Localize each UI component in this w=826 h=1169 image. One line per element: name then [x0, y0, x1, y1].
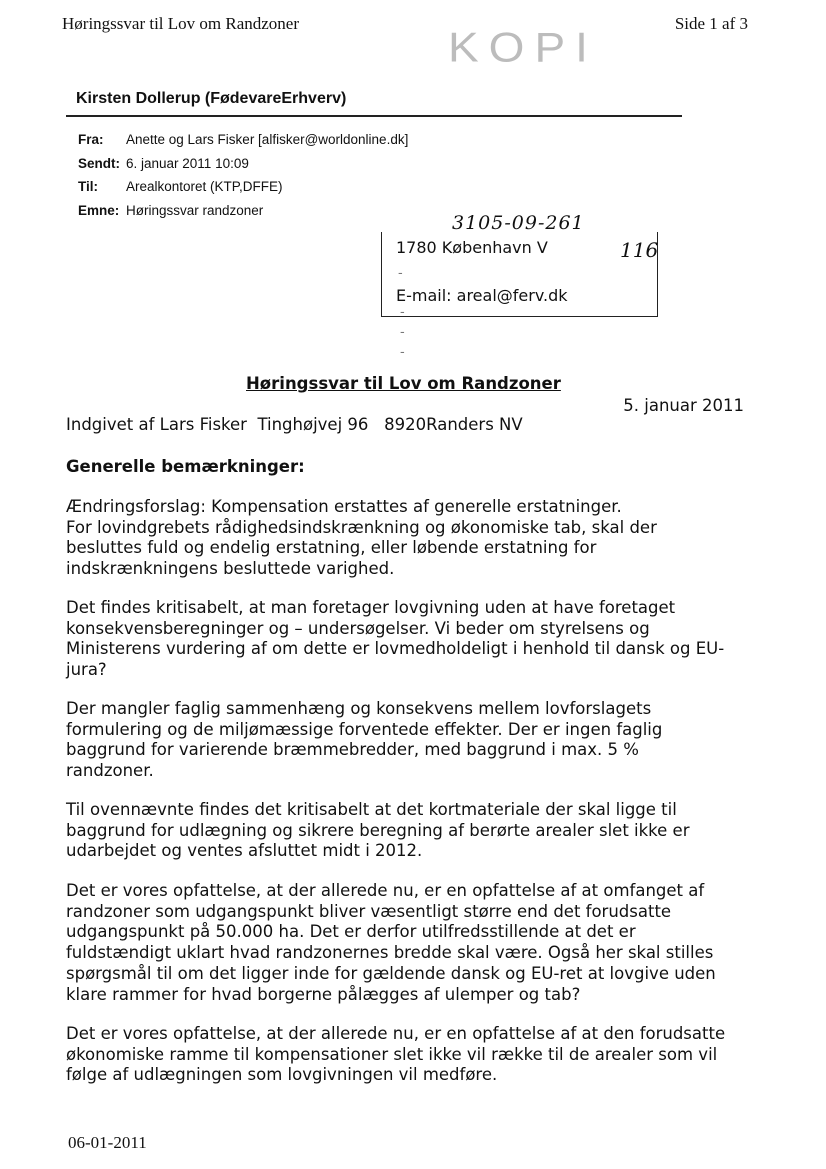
paragraph-line: udgangspunkt på 50.000 ha. Det er derfor utilfredsstillende at det er — [66, 922, 636, 942]
dash-mark: - — [400, 325, 405, 340]
handwritten-reference: 3105-09-261 — [452, 212, 585, 234]
paragraph-line: formulering og de miljømæssige forventede effekter. Der er ingen faglig — [66, 719, 663, 739]
paragraph-line: baggrund for varierende bræmmebredder, med baggrund i max. 5 % — [66, 740, 639, 760]
page-number: Side 1 af 3 — [674, 14, 748, 33]
paragraph-line: For lovindgrebets rådighedsindskrænkning og økonomiske tab, skal der — [66, 517, 657, 537]
kopi-stamp: KOPI — [448, 23, 598, 71]
field-value: Anette og Lars Fisker [alfisker@worldonline.dk] — [126, 132, 409, 147]
address-city: 1780 København V — [396, 238, 548, 257]
paragraph-line: spørgsmål til om det ligger inde for gældende dansk og EU-ret at lovgive uden — [66, 963, 716, 983]
section-heading: Generelle bemærkninger: — [66, 457, 305, 476]
dash-mark: - — [400, 345, 405, 360]
field-value: Arealkontoret (KTP,DFFE) — [126, 179, 283, 194]
paragraph-line: udarbejdet og ventes afsluttet midt i 2012. — [66, 841, 423, 861]
paragraph — [66, 699, 746, 782]
paragraph-line: fuldstændigt uklart hvad randzonernes bredde skal være. Også her skal stilles — [66, 943, 714, 963]
email-field-subject — [78, 199, 408, 223]
paragraph-line: Det findes kritisabelt, at man foretager lovgivning uden at have foretaget — [66, 598, 676, 617]
paragraph-line: økonomiske ramme til kompensationer slet ikke vil række til de arealer som vil — [66, 1044, 718, 1064]
paragraph-line: jura? — [66, 660, 107, 680]
page-header-title: Høringssvar til Lov om Randzoner — [62, 14, 300, 33]
dash-mark: - — [398, 266, 403, 281]
paragraph-line: besluttes fuld og endelig erstatning, eller løbende erstatning for — [66, 538, 597, 558]
email-meta — [78, 128, 408, 222]
paragraph-line: randzoner. — [66, 761, 154, 781]
paragraph-line: indskrænkningens besluttede varighed. — [66, 559, 395, 579]
paragraph-line: konsekvensberegninger og – undersøgelser. Vi beder om styrelsens og — [66, 618, 650, 638]
header-divider — [66, 115, 682, 117]
paragraph-line: Der mangler faglig sammenhæng og konsekvens mellem lovforslagets — [66, 699, 652, 718]
paragraph-line: klare rammer for hvad borgerne pålægges af ulemper og tab? — [66, 984, 581, 1004]
paragraph — [66, 881, 746, 1005]
field-label: Sendt: — [78, 155, 120, 171]
letter-title: Høringssvar til Lov om Randzoner — [246, 374, 561, 393]
paragraph — [66, 1024, 746, 1086]
paragraph — [66, 598, 746, 681]
field-label: Fra: — [78, 132, 104, 147]
field-value: 6. januar 2011 10:09 — [126, 155, 249, 171]
footer-date: 06-01-2011 — [68, 1133, 147, 1152]
submitted-by: Indgivet af Lars Fisker Tinghøjvej 96 8920Randers NV — [66, 415, 523, 434]
field-label: Emne: — [78, 202, 120, 218]
paragraph-line: Til ovennævnte findes det kritisabelt at det kortmateriale der skal ligge til — [66, 800, 677, 819]
dash-mark: - — [400, 305, 405, 320]
handwritten-number: 116 — [620, 238, 659, 262]
paragraph-line: Ministerens vurdering af om dette er lovmedholdeligt i henhold til dansk og EU- — [66, 639, 725, 659]
email-field-sent — [78, 152, 408, 176]
letter-date: 5. januar 2011 — [623, 396, 744, 415]
paragraph — [66, 800, 746, 862]
paragraph-line: Det er vores opfattelse, at der allerede nu, er en opfattelse af at den forudsatte — [66, 1024, 726, 1043]
sender-name: Kirsten Dollerup (FødevareErhverv) — [76, 90, 347, 107]
email-field-from — [78, 128, 408, 152]
paragraph — [66, 497, 746, 580]
address-email: E-mail: areal@ferv.dk — [396, 286, 568, 305]
paragraph-line: Ændringsforslag: Kompensation erstattes af generelle erstatninger. — [66, 497, 622, 516]
paragraph-line: Det er vores opfattelse, at der allerede nu, er en opfattelse af at omfanget af — [66, 881, 705, 900]
paragraph-line: følge af udlægningen som lovgivningen vil medføre. — [66, 1065, 498, 1085]
field-value: Høringssvar randzoner — [126, 202, 264, 218]
field-label: Til: — [78, 179, 98, 194]
paragraph-line: baggrund for udlægning og sikrere beregning af berørte arealer slet ikke er — [66, 820, 690, 840]
email-field-to — [78, 175, 408, 199]
paragraph-line: randzoner som udgangspunkt bliver væsentligt større end det forudsatte — [66, 901, 672, 921]
